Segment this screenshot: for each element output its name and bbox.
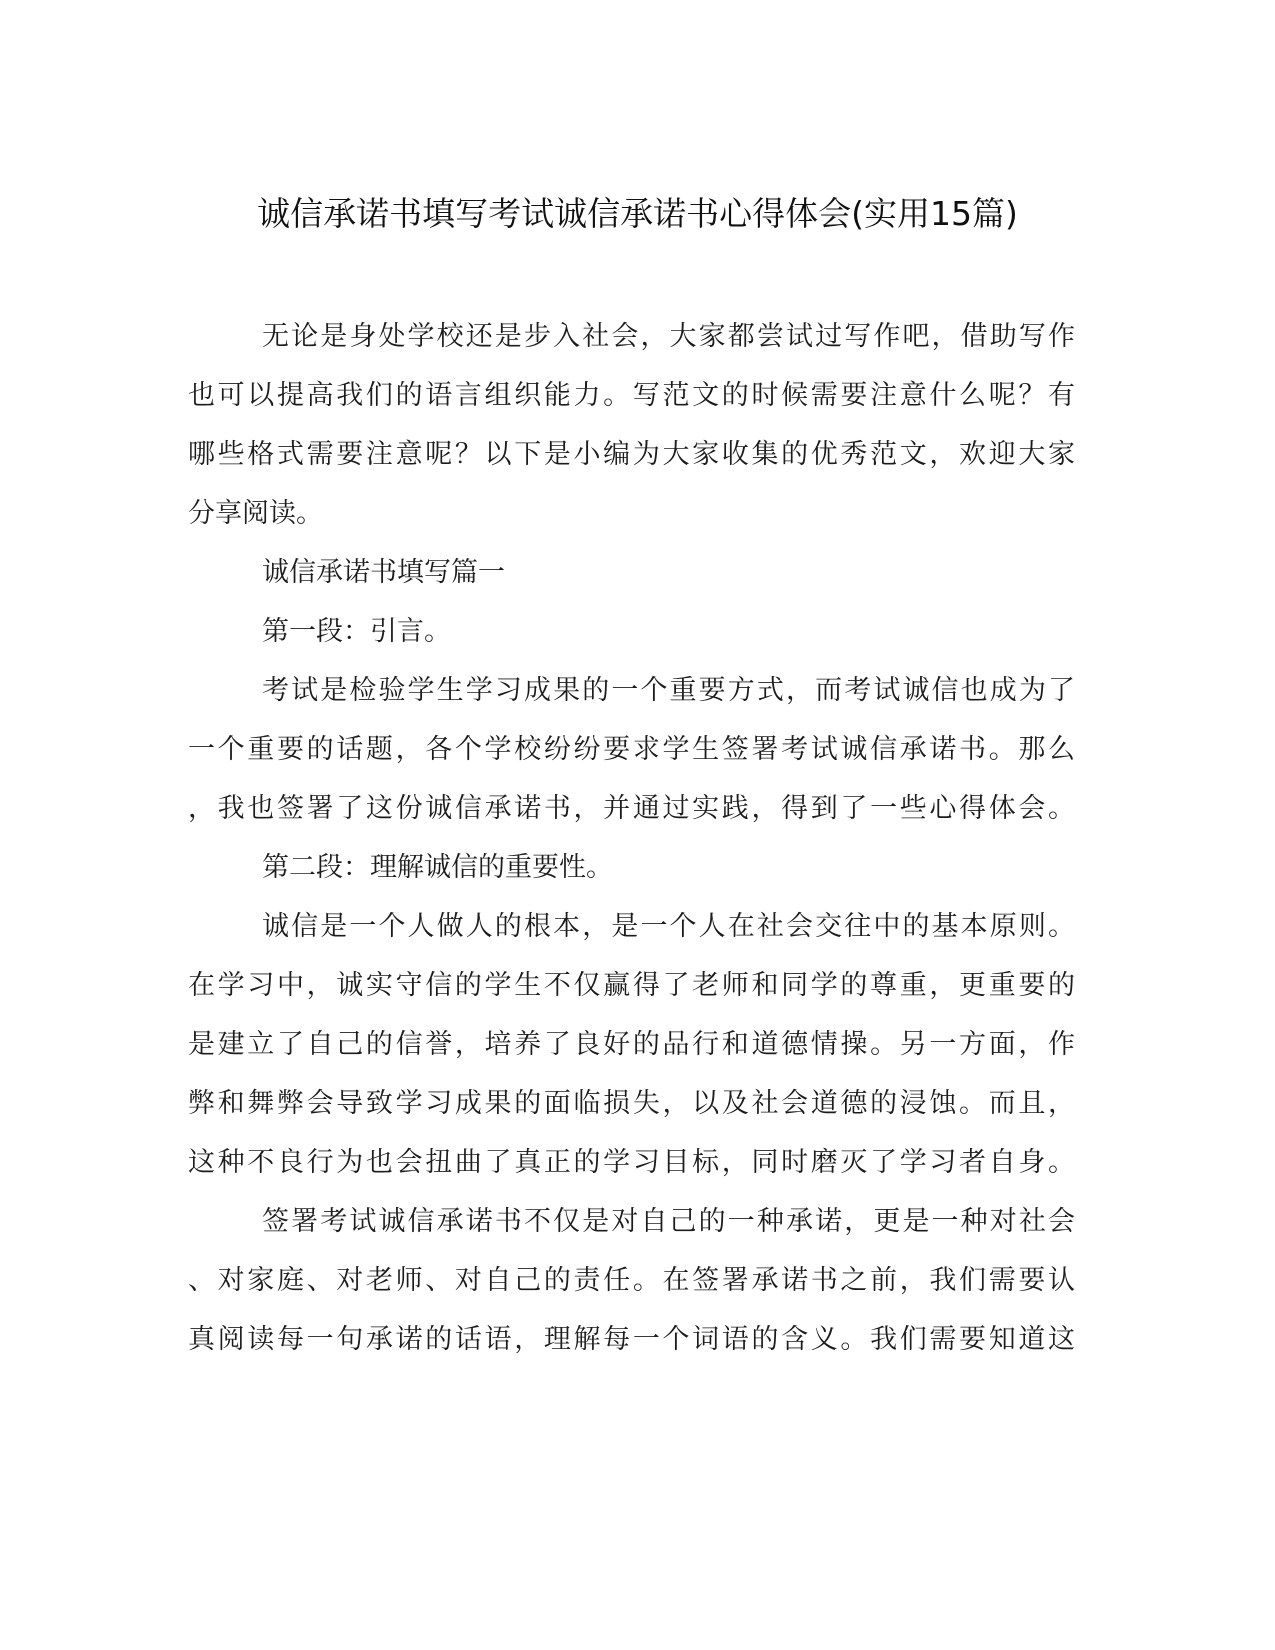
document-title: 诚信承诺书填写考试诚信承诺书心得体会(实用15篇) bbox=[257, 194, 1018, 233]
body-line: 一个重要的话题，各个学校纷纷要求学生签署考试诚信承诺书。那么 bbox=[188, 734, 1075, 765]
intro-line: 也可以提高我们的语言组织能力。写范文的时候需要注意什么呢？有 bbox=[188, 380, 1075, 411]
intro-line: 分享阅读。 bbox=[188, 498, 323, 529]
intro-line: 哪些格式需要注意呢？以下是小编为大家收集的优秀范文，欢迎大家 bbox=[188, 439, 1075, 470]
body-line: 诚信是一个人做人的根本，是一个人在社会交往中的基本原则。 bbox=[262, 911, 1075, 942]
body-line: ，我也签署了这份诚信承诺书，并通过实践，得到了一些心得体会。 bbox=[188, 793, 1075, 824]
body-line: 考试是检验学生学习成果的一个重要方式，而考试诚信也成为了 bbox=[262, 675, 1075, 706]
intro-line: 无论是身处学校还是步入社会，大家都尝试过写作吧，借助写作 bbox=[262, 321, 1075, 352]
body-line: 是建立了自己的信誉，培养了良好的品行和道德情操。另一方面，作 bbox=[188, 1029, 1075, 1060]
paragraph-heading: 第二段：理解诚信的重要性。 bbox=[262, 852, 613, 883]
paragraph-heading: 第一段：引言。 bbox=[262, 616, 451, 647]
body-line: 弊和舞弊会导致学习成果的面临损失，以及社会道德的浸蚀。而且， bbox=[188, 1088, 1075, 1119]
body-line: 这种不良行为也会扭曲了真正的学习目标，同时磨灭了学习者自身。 bbox=[188, 1147, 1075, 1178]
body-line: 真阅读每一句承诺的话语，理解每一个词语的含义。我们需要知道这 bbox=[188, 1324, 1075, 1355]
body-line: 、对家庭、对老师、对自己的责任。在签署承诺书之前，我们需要认 bbox=[188, 1265, 1075, 1296]
section-heading: 诚信承诺书填写篇一 bbox=[262, 557, 505, 588]
body-line: 签署考试诚信承诺书不仅是对自己的一种承诺，更是一种对社会 bbox=[262, 1206, 1075, 1237]
body-line: 在学习中，诚实守信的学生不仅赢得了老师和同学的尊重，更重要的 bbox=[188, 970, 1075, 1001]
